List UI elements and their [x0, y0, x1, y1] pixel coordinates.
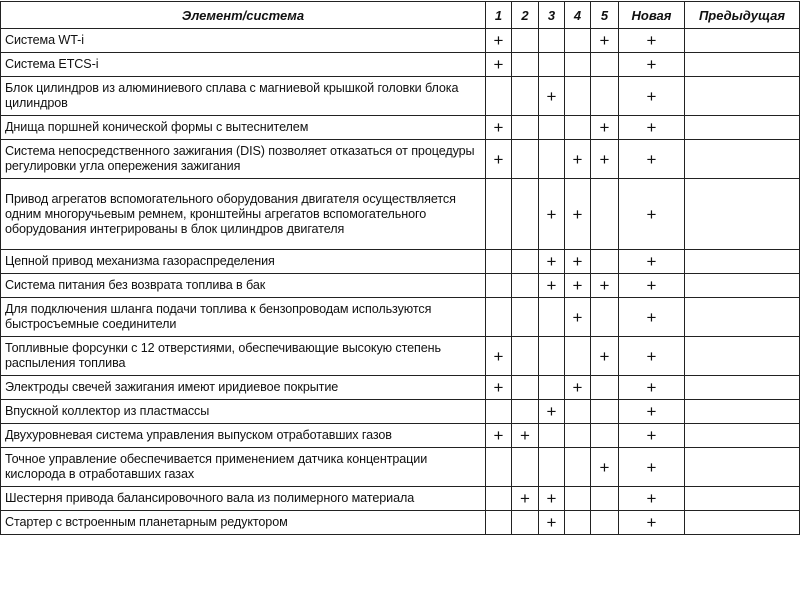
mark-cell: +: [565, 376, 591, 400]
mark-cell: [539, 29, 565, 53]
mark-cell: +: [591, 116, 619, 140]
row-description: Днища поршней конической формы с вытеснителем: [1, 116, 486, 140]
mark-cell: [565, 400, 591, 424]
mark-cell: +: [619, 298, 685, 337]
row-description: Блок цилиндров из алюминиевого сплава с магниевой крышкой головки блока цилиндров: [1, 77, 486, 116]
mark-cell: +: [539, 274, 565, 298]
mark-cell: [685, 116, 800, 140]
table-row: [1, 53, 800, 77]
row-description: Система WT-i: [1, 29, 486, 53]
table-row: [1, 376, 800, 400]
mark-cell: +: [539, 511, 565, 535]
mark-cell: +: [486, 29, 512, 53]
mark-cell: [685, 250, 800, 274]
mark-cell: +: [565, 274, 591, 298]
mark-cell: [685, 29, 800, 53]
mark-cell: [486, 250, 512, 274]
mark-cell: [539, 424, 565, 448]
mark-cell: [591, 77, 619, 116]
header-col-5: 5: [591, 2, 619, 29]
mark-cell: [486, 448, 512, 487]
mark-cell: [591, 511, 619, 535]
table-row: [1, 424, 800, 448]
table-row: [1, 29, 800, 53]
header-col-3: 3: [539, 2, 565, 29]
mark-cell: [685, 179, 800, 250]
mark-cell: [685, 298, 800, 337]
mark-cell: +: [619, 250, 685, 274]
mark-cell: [591, 53, 619, 77]
mark-cell: +: [565, 179, 591, 250]
mark-cell: +: [619, 376, 685, 400]
mark-cell: [685, 53, 800, 77]
mark-cell: +: [565, 250, 591, 274]
row-description: Цепной привод механизма газораспределения: [1, 250, 486, 274]
mark-cell: [591, 250, 619, 274]
header-col-1: 1: [486, 2, 512, 29]
mark-cell: [565, 448, 591, 487]
mark-cell: +: [619, 179, 685, 250]
mark-cell: +: [565, 140, 591, 179]
row-description: Система ETCS-i: [1, 53, 486, 77]
mark-cell: +: [591, 448, 619, 487]
mark-cell: [512, 448, 539, 487]
mark-cell: +: [539, 179, 565, 250]
mark-cell: [565, 424, 591, 448]
mark-cell: [512, 511, 539, 535]
mark-cell: [486, 274, 512, 298]
table-row: [1, 116, 800, 140]
mark-cell: [591, 298, 619, 337]
mark-cell: [486, 298, 512, 337]
mark-cell: [539, 116, 565, 140]
mark-cell: [486, 179, 512, 250]
mark-cell: +: [619, 53, 685, 77]
row-description: Точное управление обеспечивается применением датчика концентрации кислорода в отработавших газах: [1, 448, 486, 487]
mark-cell: [512, 179, 539, 250]
row-description: Шестерня привода балансировочного вала из полимерного материала: [1, 487, 486, 511]
mark-cell: [591, 487, 619, 511]
mark-cell: +: [591, 29, 619, 53]
mark-cell: [512, 400, 539, 424]
mark-cell: [512, 77, 539, 116]
header-col-2: 2: [512, 2, 539, 29]
table-row: [1, 511, 800, 535]
mark-cell: [539, 376, 565, 400]
table-row: [1, 77, 800, 116]
mark-cell: [565, 487, 591, 511]
table-row: [1, 179, 800, 250]
mark-cell: [685, 511, 800, 535]
mark-cell: +: [512, 424, 539, 448]
mark-cell: [486, 511, 512, 535]
row-description: Привод агрегатов вспомогательного оборудования двигателя осуществляется одним многоручьевым ремнем, кронштейны агрегатов вспомогательного оборудования интегрированы в блок цилиндров двигателя: [1, 179, 486, 250]
table-row: [1, 400, 800, 424]
mark-cell: +: [619, 140, 685, 179]
mark-cell: [565, 77, 591, 116]
table-row: [1, 448, 800, 487]
mark-cell: [512, 337, 539, 376]
mark-cell: [685, 274, 800, 298]
table-row: [1, 487, 800, 511]
mark-cell: +: [486, 376, 512, 400]
mark-cell: [512, 53, 539, 77]
row-description: Для подключения шланга подачи топлива к бензопроводам используются быстросъемные соединители: [1, 298, 486, 337]
mark-cell: +: [619, 400, 685, 424]
row-description: Двухуровневая система управления выпуском отработавших газов: [1, 424, 486, 448]
mark-cell: [539, 448, 565, 487]
mark-cell: +: [619, 511, 685, 535]
mark-cell: +: [565, 298, 591, 337]
mark-cell: +: [619, 77, 685, 116]
header-new: Новая: [619, 2, 685, 29]
mark-cell: +: [619, 424, 685, 448]
mark-cell: +: [539, 250, 565, 274]
mark-cell: [565, 53, 591, 77]
mark-cell: +: [539, 400, 565, 424]
mark-cell: [685, 376, 800, 400]
mark-cell: +: [591, 140, 619, 179]
header-prev: Предыдущая: [685, 2, 800, 29]
mark-cell: [565, 116, 591, 140]
mark-cell: [539, 140, 565, 179]
mark-cell: [539, 298, 565, 337]
mark-cell: [685, 424, 800, 448]
table-row: [1, 140, 800, 179]
features-table: [0, 1, 800, 535]
header-col-4: 4: [565, 2, 591, 29]
mark-cell: [685, 487, 800, 511]
mark-cell: +: [619, 274, 685, 298]
mark-cell: [591, 424, 619, 448]
mark-cell: [512, 29, 539, 53]
mark-cell: [512, 140, 539, 179]
mark-cell: [512, 376, 539, 400]
mark-cell: +: [619, 29, 685, 53]
mark-cell: +: [486, 53, 512, 77]
table-row: [1, 274, 800, 298]
mark-cell: [565, 29, 591, 53]
mark-cell: [565, 511, 591, 535]
mark-cell: [685, 400, 800, 424]
mark-cell: +: [486, 424, 512, 448]
mark-cell: +: [591, 274, 619, 298]
mark-cell: [539, 337, 565, 376]
mark-cell: +: [486, 337, 512, 376]
mark-cell: [512, 116, 539, 140]
mark-cell: +: [619, 337, 685, 376]
mark-cell: [486, 487, 512, 511]
header-element: Элемент/система: [1, 2, 486, 29]
row-description: Система непосредственного зажигания (DIS) позволяет отказаться от процедуры регулировки угла опережения зажигания: [1, 140, 486, 179]
mark-cell: [685, 140, 800, 179]
mark-cell: [512, 298, 539, 337]
mark-cell: [591, 179, 619, 250]
mark-cell: +: [619, 448, 685, 487]
mark-cell: [565, 337, 591, 376]
mark-cell: +: [486, 116, 512, 140]
table-row: [1, 298, 800, 337]
row-description: Стартер с встроенным планетарным редуктором: [1, 511, 486, 535]
row-description: Топливные форсунки с 12 отверстиями, обеспечивающие высокую степень распыления топлива: [1, 337, 486, 376]
mark-cell: [685, 337, 800, 376]
mark-cell: [512, 274, 539, 298]
mark-cell: [591, 376, 619, 400]
mark-cell: +: [539, 77, 565, 116]
mark-cell: [591, 400, 619, 424]
header-row: [1, 2, 800, 29]
mark-cell: +: [512, 487, 539, 511]
mark-cell: +: [539, 487, 565, 511]
mark-cell: [512, 250, 539, 274]
mark-cell: +: [486, 140, 512, 179]
row-description: Система питания без возврата топлива в бак: [1, 274, 486, 298]
row-description: Электроды свечей зажигания имеют иридиевое покрытие: [1, 376, 486, 400]
mark-cell: +: [619, 116, 685, 140]
table-row: [1, 337, 800, 376]
mark-cell: [486, 77, 512, 116]
mark-cell: +: [591, 337, 619, 376]
row-description: Впускной коллектор из пластмассы: [1, 400, 486, 424]
table-row: [1, 250, 800, 274]
mark-cell: [685, 448, 800, 487]
mark-cell: [685, 77, 800, 116]
mark-cell: [539, 53, 565, 77]
mark-cell: +: [619, 487, 685, 511]
mark-cell: [486, 400, 512, 424]
